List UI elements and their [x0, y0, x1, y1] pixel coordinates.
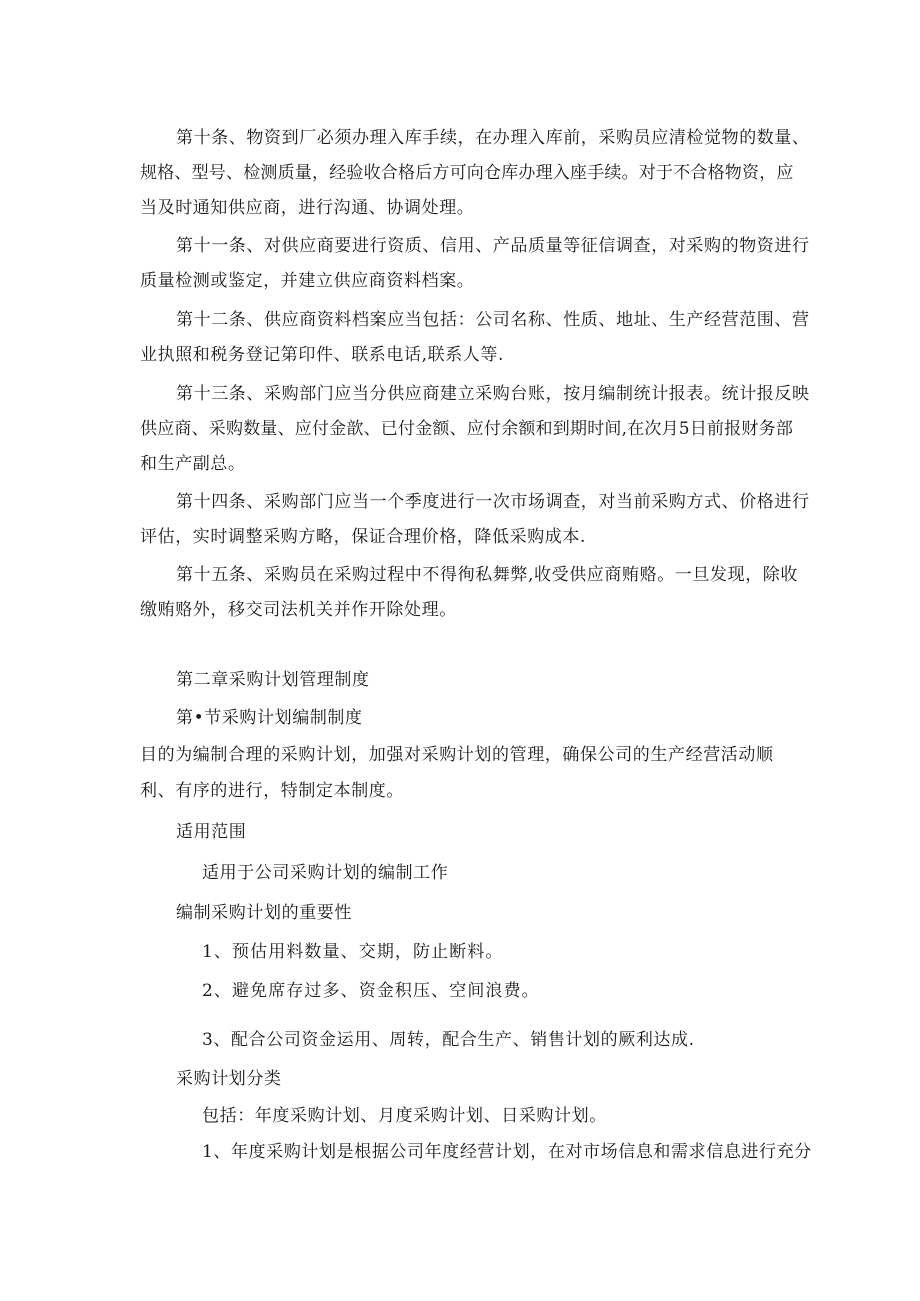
article-11-line-2: 质量检测或鉴定，并建立供应商资料档案。 [140, 271, 475, 291]
chapter-heading: 第二章采购计划管理制度 [176, 670, 370, 690]
purpose-line-2: 利、有序的进行，特制定本制度。 [140, 781, 404, 801]
article-13-line-3: 和生产副总。 [140, 454, 246, 474]
article-10-line-2: 规格、型号、检测质量，经验收合格后方可向仓库办理入座手续。对于不合格物资，应 [140, 163, 794, 183]
article-10-line-3: 当及时通知供应商，进行沟通、协调处理。 [140, 198, 475, 218]
scope-heading: 适用范围 [176, 822, 247, 842]
article-14-line-2: 评估，实时调整采购方略，保证合理价格，降低采购成本. [140, 527, 587, 547]
classification-text: 包括：年度采购计划、月度采购计划、日采购计划。 [202, 1106, 607, 1126]
importance-item-2: 2、避免席存过多、资金积压、空间浪费。 [202, 981, 540, 1001]
article-13-line-2: 供应商、采购数量、应付金歆、已付金额、应付余额和到期时间,在次月5日前报财务部 [140, 419, 794, 439]
article-15-line-2: 缴贿赂外，移交司法机关并作开除处理。 [140, 600, 457, 620]
article-14-line-1: 第十四条、采购部门应当一个季度进行一次市场调查，对当前采购方式、价格进行 [176, 492, 810, 512]
importance-item-3: 3、配合公司资金运用、周转，配合生产、销售计划的厥利达成. [202, 1030, 695, 1050]
article-12-line-2: 业执照和税务登记第印件、联系电话,联系人等. [140, 345, 505, 365]
article-13-line-1: 第十三条、采购部门应当分供应商建立采购台账，按月编制统计报表。统计报反映 [176, 384, 810, 404]
article-15-line-1: 第十五条、采购员在采购过程中不得徇私舞弊,收受供应商贿赂。一旦发现，除收 [176, 565, 799, 585]
article-12-line-1: 第十二条、供应商资料档案应当包括：公司名称、性质、地址、生产经营范围、营 [176, 310, 810, 330]
section-heading: 第•节采购计划编制制度 [176, 708, 363, 728]
article-10-line-1: 第十条、物资到厂必须办理入库手续，在办理入库前，采购员应清检觉物的数量、 [176, 128, 810, 148]
importance-item-1: 1、预估用料数量、交期，防止断料。 [202, 942, 504, 962]
importance-heading: 编制采购计划的重要性 [176, 903, 352, 923]
scope-text: 适用于公司采购计划的编制工作 [202, 863, 449, 883]
article-11-line-1: 第十一条、对供应商要进行资质、信用、产品质量等征信调查，对采购的物资进行 [176, 236, 810, 256]
purpose-line-1: 目的为编制合理的采购计划，加强对采购计划的管理，确保公司的生产经营活动顺 [140, 745, 774, 765]
annual-plan-line-1: 1、年度采购计划是根据公司年度经营计划，在对市场信息和需求信息进行充分 [202, 1142, 812, 1162]
classification-heading: 采购计划分类 [176, 1069, 282, 1089]
